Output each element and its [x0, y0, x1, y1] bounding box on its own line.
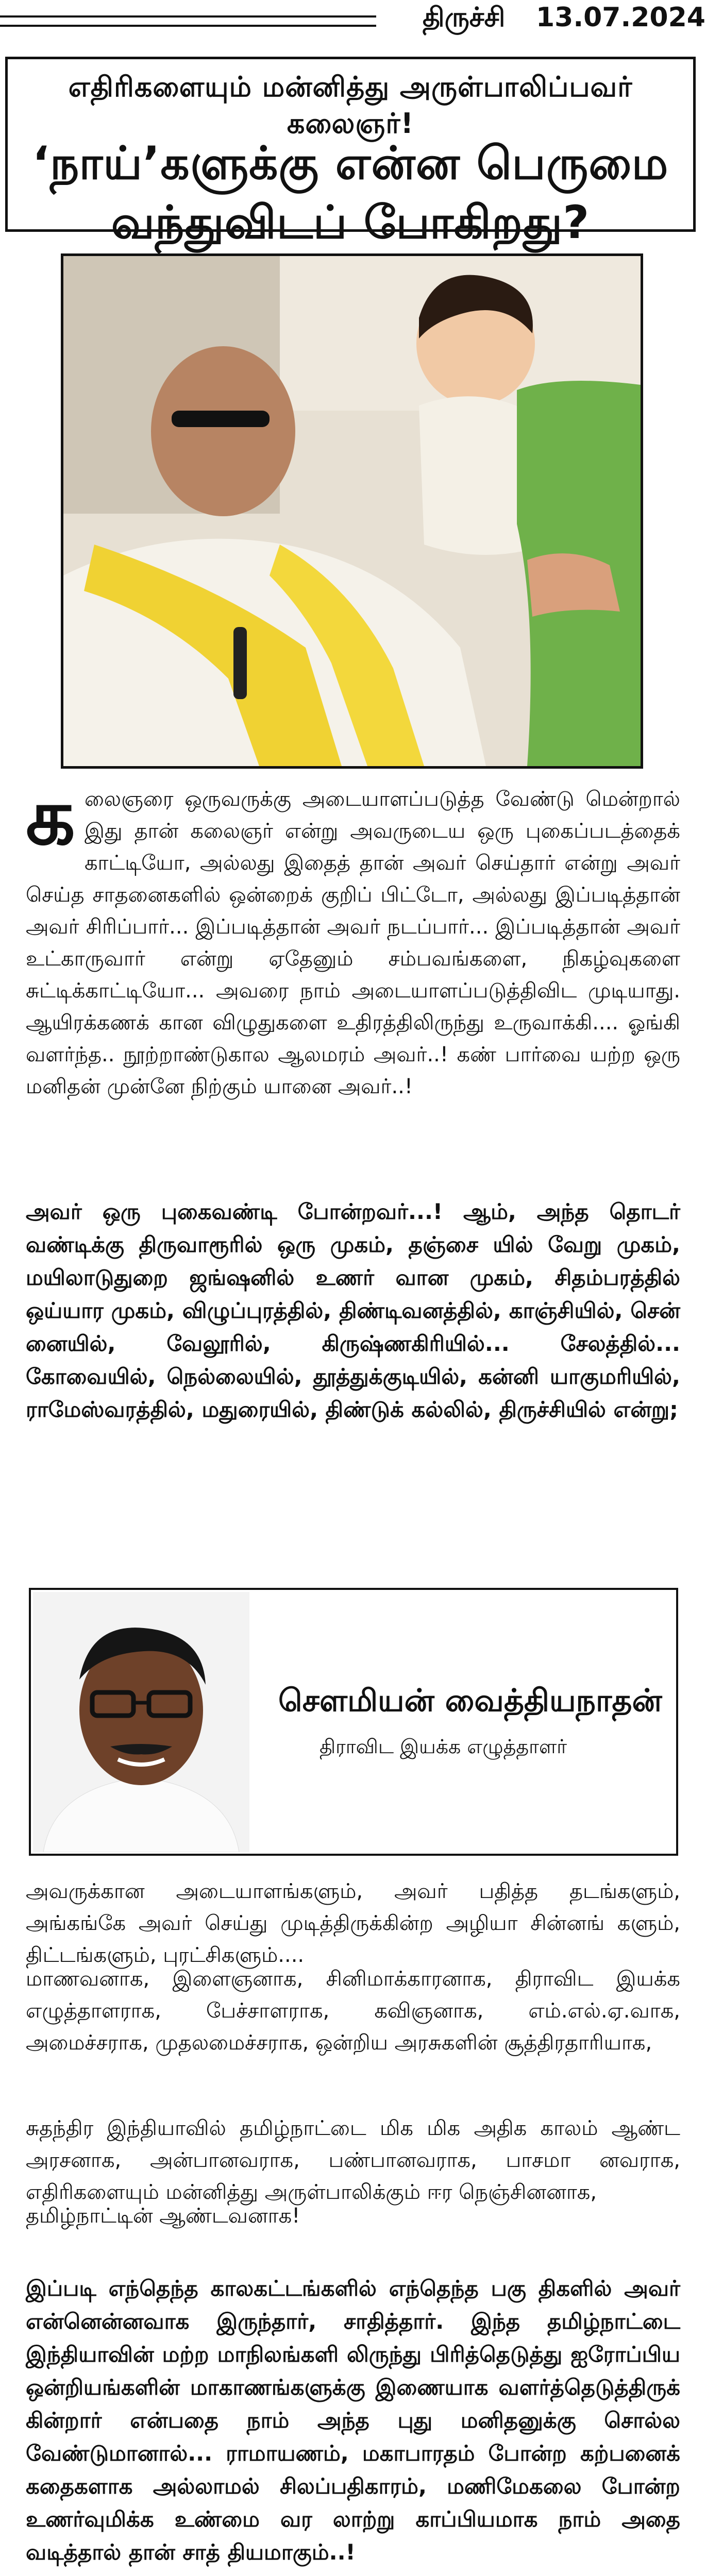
- article-paragraph: தமிழ்நாட்டின் ஆண்டவனாக!: [26, 2204, 300, 2228]
- author-box: [29, 1588, 678, 1856]
- article-paragraph: அவர் ஒரு புகைவண்டி போன்றவர்...! ஆம், அந்த தொடர் வண்டிக்கு திருவாரூரில் ஒரு முகம், தஞ்சை யில் வேறு முகம், மயிலாடுதுறை ஜங்ஷனில் உணர் வான முகம், சிதம்பரத்தில் ஒய்யார முகம், விழுப்புரத்தில், திண்டிவனத்தில், காஞ்சியில், சென் னையில், வேலூரில், கிருஷ்ணகிரியில்... சேலத்தில்... கோவையில், நெல்லையில், தூத்துக்குடியில், கன்னி யாகுமரியில், ராமேஸ்வரத்தில், மதுரையில், திண்டுக் கல்லில், திருச்சியில் என்று;: [26, 1199, 680, 1422]
- edition-city: திருச்சி: [423, 2, 506, 33]
- header-rule: [0, 15, 376, 18]
- edition-date: 13.07.2024: [536, 2, 705, 33]
- headline-kicker: எதிரிகளையும் மன்னித்து அருள்பாலிப்பவர் கலைஞர்!: [68, 71, 633, 140]
- article-paragraph: இப்படி எந்தெந்த காலகட்டங்களில் எந்தெந்த பகு திகளில் அவர் என்னென்னவாக இருந்தார், சாதித்தார். இந்த தமிழ்நாட்டை இந்தியாவின் மற்ற மாநிலங்களி லிருந்து பிரித்தெடுத்து ஐரோப்பிய ஒன்றியங்களின் மாகாணங்களுக்கு இணையாக வளர்த்தெடுத்திருக் கின்றார் என்பதை நாம் அந்த புது மனிதனுக்கு சொல்ல வேண்டுமானால்... ராமாயணம், மகாபாரதம் போன்ற கற்பனைக் கதைகளாக அல்லாமல் சிலப்பதிகாரம், மணிமேகலை போன்ற உணர்வுமிக்க உண்மை வர லாற்று காப்பியமாக நாம் அதை வடித்தால் தான் சாத் தியமாகும்..!: [26, 2276, 680, 2565]
- article-paragraph: [26, 772, 680, 1103]
- paragraph-text: லைஞரை ஒருவருக்கு அடையாளப்படுத்த வேண்டு மென்றால் இது தான் கலைஞர் என்று அவருடைய ஒரு புகைப்படத்தைக் காட்டியோ, அல்லது இதைத் தான் அவர் செய்தார் என்று அவர் செய்த சாதனைகளில் ஒன்றைக் குறிப் பிட்டோ, அல்லது இப்படித்தான் அவர் சிரிப்பார்... இப்படித்தான் அவர் நடப்பார்... இப்படித்தான் அவர் உட்காருவார் என்று ஏதேனும் சம்பவங்களை, நிகழ்வுகளை சுட்டிக்காட்டியோ... அவரை நாம் அடையாளப்படுத்திவிட முடியாது. ஆயிரக்கணக் கான விழுதுகளை உதிரத்திலிருந்து உருவாக்கி.... ஓங்கி வளர்ந்த.. நூற்றாண்டுகால ஆலமரம் அவர்..! கண் பார்வை யற்ற ஒரு மனிதன் முன்னே நிற்கும் யானை அவர்..!: [26, 787, 680, 1098]
- article-paragraph: அவருக்கான அடையாளங்களும், அவர் பதித்த தடங்களும், அங்கங்கே அவர் செய்து முடித்திருக்கின்ற அழியா சின்னங் களும், திட்டங்களும், புரட்சிகளும்....: [26, 1879, 680, 1967]
- author-portrait: [33, 1592, 249, 1852]
- headline-box: [5, 57, 696, 249]
- article-paragraph: மாணவனாக, இளைஞனாக, சினிமாக்காரனாக, திராவிட இயக்க எழுத்தாளராக, பேச்சாளராக, கவிஞனாக, எம்.எல்.ஏ.வாக, அமைச்சராக, முதலமைச்சராக, ஒன்றிய அரசுகளின் சூத்திரதாரியாக,: [26, 1967, 680, 2055]
- author-photo: [33, 1592, 249, 1852]
- lead-photo: [61, 253, 643, 769]
- author-role: திராவிட இயக்க எழுத்தாளர்: [320, 1735, 567, 1758]
- author-name: சௌமியன் வைத்தியநாதன்: [278, 1683, 662, 1719]
- page-header: [0, 0, 706, 52]
- article-paragraph: சுதந்திர இந்தியாவில் தமிழ்நாட்டை மிக மிக அதிக காலம் ஆண்ட அரசனாக, அன்பானவராக, பண்பானவராக, பாசமா னவராக, எதிரிகளையும் மன்னித்து அருள்பாலிக்கும் ஈர நெஞ்சினனாக,: [26, 2116, 680, 2204]
- drop-cap: க: [26, 772, 75, 862]
- headline: ‘நாய்’களுக்கு என்ன பெருமை வந்துவிடப் போகிறது?: [32, 137, 669, 249]
- header-rule: [0, 25, 376, 27]
- photo-illustration: [63, 256, 641, 766]
